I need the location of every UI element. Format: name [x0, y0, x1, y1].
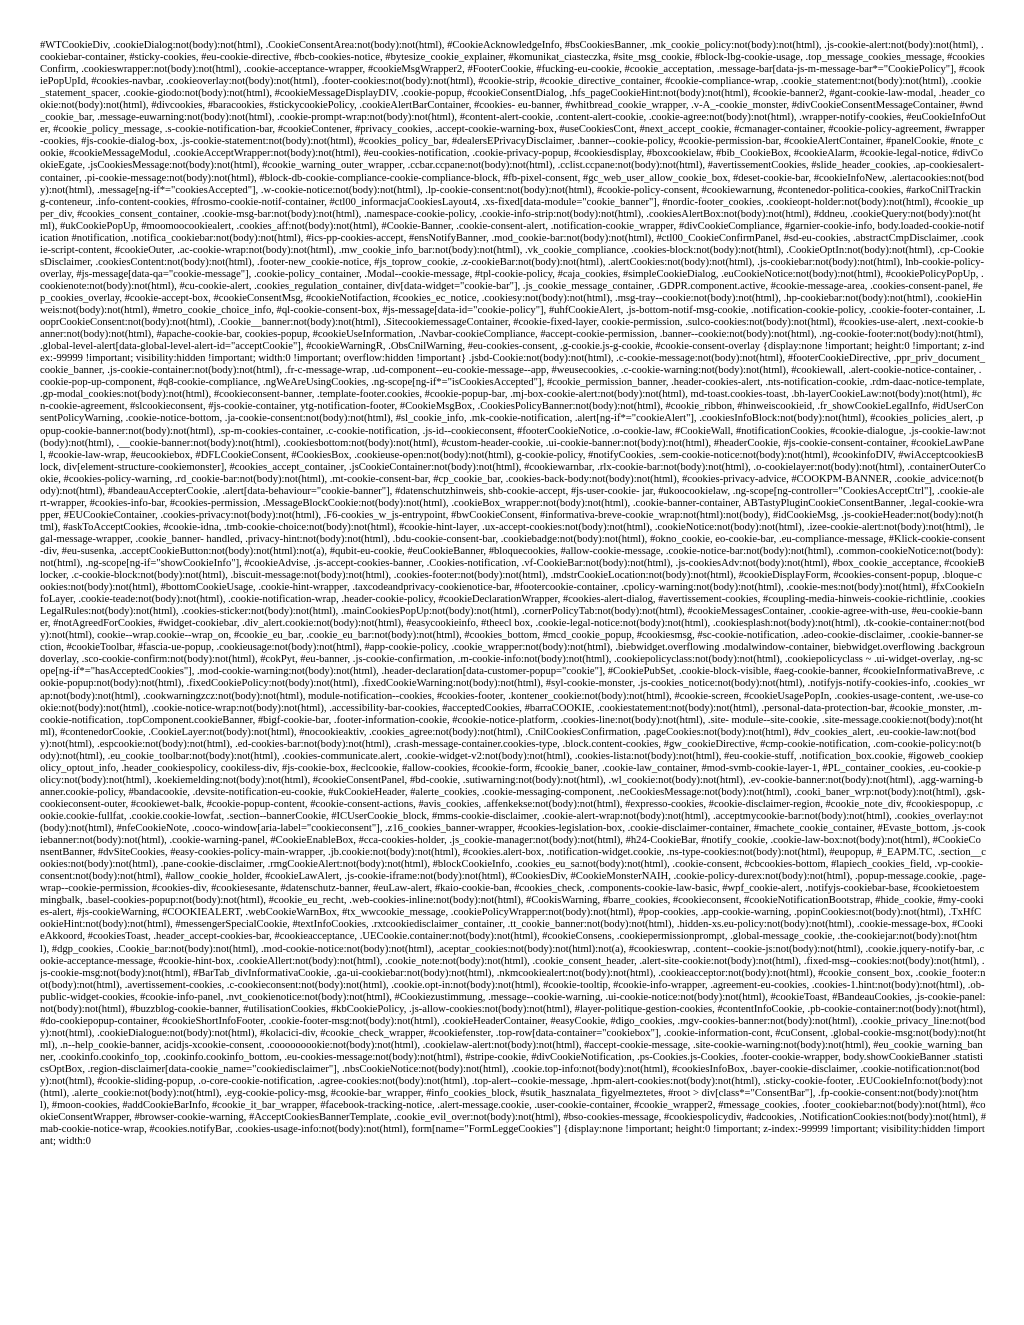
document-page	[40, 40, 986, 1310]
css-selector-text: #WTCookieDiv, .cookieDialog:not(body):not(html), .CookieConsentArea:not(body):not(html), #CookieAcknowledgeInfo, #bsCookiesBanner, .mk_cookie_policy:not(body):not(html), .js-cookie-alert:not(body):not(html), .cookiebar-container, #sticky-cookies, #eu-cookie-directive, #bcb-cookies-notice, #bytesize_cookie_explainer, #komunikat_ciasteczka, #site_msg_cookie, #block-lbg-cookie-usage, .top_message_cookies_message, #cookiesConfirm, .cookieswrapper:not(body):not(html), .cookie-acceptance-wrapper, #cookieMsgWrapper2, #FooterCookie, #fucking-eu-cookie, #cookie_acceptation, .message-bar[data-js-m-message-bar*="CookiePolicy"], #cookiePopUpId, #cookies-navbar, .cookieoverlay:not(body):not(html), .footer-cookies:not(body):not(html), #cookie-strip, #cookie_directive_container, #cookie-compliance-wrap, .cookie_statement:not(body):not(html), .cookie_statement_spacer, .cookie-giodo:not(body):not(html), #cookieMessageDisplayDIV, .cookie-popup, #cookieConsentDialog, .hfs_pageCookieHint:not(body):not(html), #cookie-banner2, #gant-cookie-law-modal, .header_cookie:not(body):not(html), #divcookies, #baracookies, #stickycookiePolicy, .cookieAlertBarContainer, #cookies- eu-banner, #whitbread_cookie_wrapper, .v-A_-cookie_monster, #divCookieConsentMessageContainer, #wnd_cookie_bar, .message-euwarning:not(body):not(html), .cookie-prompt-wrap:not(body):not(html), #content-alert-cookie, .content-alert-cookie, .cookie-agree:not(body):not(html), .wrapper-notify-cookies, #euCookieInfoOuter, #cookie_policy_message, .s-cookie-notification-bar, #cookieContener, #privacy_cookies, .accept-cookie-warning-box, #useCookiesCont, #next_accept_cookie, #cmanager-container, #cookie-policy-agreement, #wrapper-cookies, #js-cookie-dialog-box, .js-cookie-statement:not(body):not(html), #cookies_policy_bar, #dealersEPrivacyDisclaimer, .banner--cookie-policy, #cookie-permission-bar, #cookieAlertContainer, #panelCookie, #note_cookie, #cookieMessageModul, .cookieAcceptWrapper:not(body):not(html), #eu-cookies-notification, .cookie-privacy-popup, #cookiesdisplay, #boxcookielaw, #bib_CookieBox, #cookieAlarm, #cookie-legal-notice, #divCookieEgate, .jsCookiesMessage:not(body):not(html), #cookie_warning_outer_wrapper, .ccbar.ccpane:not(body):not(html), .cclist.ccpane:not(body):not(html), #avertissementCookies, #slide_header_cookies, .ap-cookiesalert-container, .pi-cookie-message:not(body):not(html), #block-db-cookie-compliance-cookie-compliance-block, #fb-pixel-consent, #gc_web_user_allow_cookie_box, #deset-cookie-bar, #cookieInfoNew, .alertacookies:not(body):not(html), .message[ng-if*="cookiesAccepted"], .w-cookie-notice:not(body):not(html), .lp-cookie-consent:not(body):not(html), #cookie-policy-consent, #cookiewarnung, #contenedor-politica-cookies, #arkoCnilTracking-conteneur, .info-content-cookies, #frosmo-cookie-notif-container, #ctl00_informacjaCookiesLayout4, .xs-fixed[data-module="cookie_banner"], #nordic-footer_cookies, .cookieopt-holder:not(body):not(html), #cookie_upper_div, #cookies_consent_container, .cookie-msg-bar:not(body):not(html), .namespace-cookie-policy, .cookie-info-strip:not(body):not(html), .cookiesAlertBox:not(body):not(html), #ddneu, .cookieQuery:not(body):not(html), #ukCookiePopUp, #moomoocookiealert, .cookies_aff:not(body):not(html), #Cookie-Banner, .cookie-consent-alert, .notification-cookie_wrapper, #divCookieCompliance, #garnier-cookie-info, body.loaded-cookie-notification #notification, .notifica_cookiebar:not(body):not(html), #ics-pp-cookies-accept, #ensNotifyBanner, .mod_cookie-bar:not(body):not(html), #ctl00_CookieConfirmPanel, #sd-eu-cookies, .abstractCmpDisclaimer, .cookie-script-content, #cookieOuter, .ac-cookie-wrap:not(body):not(html), .mw_cookie_info_bar:not(body):not(html), .vk_cookie_compliance, .cookies-block:not(body):not(html), .CookieOptIn:not(body):not(html), .cp-CookiesDisclaimer, .cookiesContent:not(body):not(html), .footer-new_cookie-notice, #js_toprow_cookie, .z-cookieBar:not(body):not(html), .alertCookies:not(body):not(html), .js-cookiebar:not(body):not(html), lnb-cookie-policy-overlay, #js-message[data-qa="cookie-message"], .cookie-policy_container, .Modal--cookie-message, #tpl-cookie-policy, #caja_cookies, #simpleCookieDialog, .euCookieNotice:not(body):not(html), #cookiePolicyPopUp, .cookienote:not(body):not(html), #cu-cookie-alert, .cookies_regulation_container, div[data-widget="cookie-bar"], .js_cookie_message_container, .GDPR.component.active, #cookie-message-area, .cookies-consent-panel, #ep_cookies_overlay, #cookie-accept-box, #cookieConsentMsg, #cookieNotifaction, #cookies_ec_notice, .cookiesy:not(body):not(html), .msg-tray--cookie:not(body):not(html), .hp-cookiebar:not(body):not(html), .cookieHinweis:not(body):not(html), #metro_cookie_choice_info, #ql-cookie-consent-box, #js-message[data-id="cookie-policy"], #uhfCookieAlert, .js-bottom-notif-msg-cookie, .notification-cookie-policy, .cookie-footer-container, .LooprCookieConsent:not(body):not(html), .Cookie__banner:not(body):not(html), .SitecookiemessageContainer, #cookie-fixed-layer, cookie-permission, .sulco-cookies:not(body):not(html), #cookies-use-alert, .next-cookie-banner:not(body):not(html), #apache-cookie-bar, cookies-popup, #cookieUseInformation, .Navbar-cookieCompliance, #accept-cookie-permission, .banner--cookie:not(body):not(html), .ng-cookie-footer:not(body):not(html), .global-level-alert[data-global-level-alert-id="acceptCookie"], #cookieWarningR, .ObsCnilWarning, #eu-cookies-consent, .g-cookie.js-g-cookie, #cookie-consent-overlay {display:none !important; height:0 !important; z-index:-99999 !important; visibility:hidden !important; width:0 !important; overflow:hidden !important} .jsbd-Cookie:not(body):not(html), .c-cookie-message:not(body):not(html), #footerCookieDirective, .ppr_priv_document_cookie_banner, .js-cookie-container:not(body):not(html), .fr-c-message-wrap, .ud-component--eu-cookie-message--app, #weusecookies, .c-cookie-warning:not(body):not(html), #cookiewall, .alert-cookie-notice-container, .cookie-pop-up-component, #q8-cookie-compliance, .ngWeAreUsingCookies, .ng-scope[ng-if*="isCookiesAccepted"], #cookie_permission_banner, .header-cookies-alert, .nts-notification-cookie, .rdm-daac-notice-template, .gp-modal_cookies:not(body):not(html), #cookieconsent-banner, .template-footer.cookies, #cookie-popup-bar, .mj-box-cookie-alert:not(body):not(html), md-toast.cookies-toast, .bh-layerCookieLaw:not(body):not(html), #cn-cookie-agreement, #slcookieconsent, #js-cookie-container, ytg-notification-footer, #CookieMsgBox, .CookiesPolicyBanner:not(body):not(html), #cookie_ribbon, #hinweiscookieid, .fr_showCookieLegalInfo, #idUserConsentPolicyWarning, .cookie-notice-bottom, .ja-cookie-consent:not(body):not(html), #sl_cookie_info, .mk-cookie-notification, .alert[ng-if*="cookieAlert"], .cookiesInfoBlock:not(body):not(html), #cookies_policies_alert, .popup-cookie-banner:not(body):not(html), .sp-m-cookies-container, .c-cookie-notification, .js-id--cookieconsent, #footerCookieNotice, .o-cookie-law, #CookieWall, #notificationCookies, #cookie-dialogue, .js-cookie-law:not(body):not(html), .__cookie-banner:not(body):not(html), .cookiesbottom:not(body):not(html), #custom-header-cookie, .ui-cookie-banner:not(body):not(html), #headerCookie, #js-cookie-consent-container, #cookieLawPanel, #cookie-law-wrap, #eucookiebox, #DFLCookieConsent, #CookiesBox, .cookieuse-open:not(body):not(html), g-cookie-policy, #notifyCookies, .sem-cookie-notice:not(body):not(html), #cookinfoDIV, #wiAcceptcookiesBlock, div[element-structure-cookiemonster], #cookies_accept_container, .jsCookieContainer:not(body):not(html), #cookiewarnbar, .rlx-cookie-bar:not(body):not(html), .o-cookielayer:not(body):not(html), .containerOuterCookie, #cookies-policy-warning, .rd_cookie-bar:not(body):not(html), .mt-cookie-consent-bar, #cp_cookie_bar, .cookies-back-body:not(body):not(html), #cookies-privacy-advice, #COOKPM-BANNER, .cookie_advice:not(body):not(html), #bandeauAccepterCookie, .alert[data-behaviour="cookie-banner"], #datenschutzhinweis, shb-cookie-accept, #js-user-cookie- jar, #ukoocookielaw, .ng-scope[ng-controller="CookiesAcceptCtrl"], .cookie-alert-wrapper, #cookies-info-bar, #cookies-permission, .MessageBlockCookie:not(body):not(html), .cookieBox_wrapper:not(body):not(html), .cookie-banner-container, ABTastyPluginCookieConsentBanner, .legal-cookie-wrapper, #EUCookieContainer, .cookies-privacy:not(body):not(html), .F6-cookies_w_js-entrypoint, #bwCookieConsent, #informativa-breve-cookie_wrap:not(html):not(body), #idCookieMsg, .js-cookieHeader:not(body):not(html), #askToAcceptCookies, #cookie-idna, .tmb-cookie-choice:not(body):not(html), #cookie-hint-layer, .ux-accept-cookies:not(body):not(html), .cookieNotice:not(body):not(html), .izee-cookie-alert:not(body):not(html), .legal-message-wrapper, .cookie_banner- handled, .privacy-hint:not(body):not(html), .bdu-cookie-consent-bar, .cookiebadge:not(body):not(html), #okno_cookie, eo-cookie-bar, .eu-compliance-message, #Klick-cookie-consent-div, #eu-susenka, .acceptCookieButton:not(body):not(html):not(a), #qubit-eu-cookie, #euCookieBanner, #bloquecookies, #allow-cookie-message, .cookie-notice-bar:not(body):not(html), .common-cookieNotice:not(body):not(html), .ng-scope[ng-if="showCookieInfo"], #cookieAdvise, .js-accept-cookies-banner, .Cookies-notification, .vf-CookieBar:not(body):not(html), .js-cookiesAdv:not(body):not(html), #box_cookie_acceptance, #cookieBlocker, .c-cookie-block:not(body):not(html), .biscuit-message:not(body):not(html), .cookies-footer:not(body):not(html), .mdstrCookieLocation:not(body):not(html), #cookieDisplayForm, #cookies-consent-popup, .bloque-cookies:not(body):not(html), #bottomCookieUsage, .cookie-hint-wrapper, .taxcodeandprivacy-cookienotice-bar, #footercookie-container, .cpolicy-warning:not(body):not(html), .cookie-mes:not(body):not(html), #fxCookieInfoLayer, .cookie-teade:not(body):not(html), .cookie-notification-wrap, .header-cookie-policy, #cookieDeclarationWrapper, #cookies-alert-dialog, #avertissement-cookies, #coupling-media-hinweis-cookie-richtlinie, .cookiesLegalRules:not(body):not(html), .cookies-sticker:not(body):not(html), .mainCookiesPopUp:not(body):not(html), .cornerPolicyTab:not(body):not(html), #cookieMessagesContainer, .cookie-agree-with-use, #eu-cookie-banner, #notAgreedForCookies, #widget-cookiebar, .div_alert.cookie:not(body):not(html), #easycookieinfo, #theecl box, .cookie-legal-notice:not(body):not(html), .cookiesplash:not(body):not(html), .tk-cookie-container:not(body):not(html), cookie--wrap.cookie--wrap_on, #cookie_eu_bar, .cookie_eu_bar:not(body):not(html), #cookies_bottom, #mcd_cookie_popup, #cookiesmsg, #sc-cookie-notification, .adeo-cookie-disclaimer, .cookie-banner-section, #cookieToolbar, #fascia-ue-popup, .cookieusage:not(body):not(html), #app-cookie-policy, .cookie_wrapper:not(body):not(html), .biebwidget.overflowing .modalwindow-container, biebwidget.overflowing .backgroundoverlay, .sco-cookie-confirm:not(body):not(html), #cokPyt, #eu-banner, .js-cookie-confirmation, .m-cookie-info:not(body):not(html), .cookiepolicyclass:not(body):not(html), .cookiepolicyclass ~ .ui-widget-overlay, .ng-scope[ng-if*="hasAcceptedCookies"], .mod-cookie-warning:not(body):not(html), .header-declaration[data-customer-popup="cookie"], #CookiePubSet, .cookie-block-visible, #aeg-cookie-banner, #cookieInformativaBreve, .cookie-popup:not(body):not(html), .fixedCookiePolicy:not(body):not(html), .fixedCookieWarning:not(body):not(html), #syl-cookie-monster, .js-cookies_notice:not(body):not(html), .notifyjs-notify-cookies-info, .cookies_wrap:not(body):not(html), .cookwarningzcz:not(body):not(html), module-notification--cookies, #cookies-footer, .kontener_cookie:not(body):not(html), #cookie-screen, #cookieUsagePopIn, .cookies-usage-content, .we-use-cookie:not(body):not(html), .cookie-notice-wrap:not(body):not(html), .accessibility-bar-cookies, #acceptedCookies, #barraCOOKIE, .cookiestatement:not(body):not(html), .personal-data-protection-bar, #cookie_monster, .m-cookie-notification, .topComponent.cookieBanner, #bigf-cookie-bar, .footer-information-cookie, #cookie-notice-platform, .cookies-line:not(body):not(html), .site- module--site-cookie, .site-message.cookie:not(body):not(html), #contenedorCookie, .CookieLayer:not(body):not(html), #nocookieaktiv, .cookies_agree:not(body):not(html), .CnilCookiesConfirmation, .pageCookies:not(body):not(html), #dv_cookies_alert, .eu-cookie-law:not(body):not(html), .espcookie:not(body):not(html), .ed-cookies-bar:not(body):not(html), .crash-message-container.cookies-type, .block.content-cookies, #gw_cookieDirective, #cmp-cookie-notification, .com-cookie-policy:not(body):not(html), .eu_cookie_toolbar:not(body):not(html), .cookies-communicate.alert, .cookie-widget-v2:not(body):not(html), .cookies-lista:not(body):not(html), #eu-cookie-stuff, .notification_box.cookie, #igoweb_cookiepolicy_optout_info, .header_cookiespolicy, cookiless-div, #js-cookie-box, #eclcookie, #allow-cookies, #cookie-form, #cookie_baner, .cookie-law_container, #mod-svmb-cookie-layer-1, #PL_container_cookies, .eu-cookie-policy:not(body):not(html), .koekiemelding:not(body):not(html), #cookieConsentPanel, #bd-cookie, .sutiwarning:not(body):not(html), .wl_cookie:not(body):not(html), .ev-cookie-banner:not(body):not(html), .agg-warning-banner.cookie-policy, #bandacookie, .devsite-notification-eu-cookie, #ukCookieHeader, #alerte_cookies, .cookie-messaging-component, .neCookiesMessage:not(body):not(html), .cooki_baner_wrp:not(body):not(html), .gsk-cookieconsent-outer, #cookiewet-balk, #cookie-popup-content, #cookie-consent-actions, #avis_cookies, .affenkekse:not(body):not(html), #expresso-cookies, #cookie-disclaimer-region, #cookie_note_div, #cookiespopup, .cookie.cookie-fullfat, .cookie.cookie-lowfat, .section--bannerCookie, #ICUserCookie_block, #mms-cookie-disclaimer, .cookie-alert-wrap:not(body):not(html), .acceptmycookie-bar:not(body):not(html), .cookies_overlay:not(body):not(html), #nfeCookieNote, .cooco-window[aria-label="cookieconsent"], .z16_cookies_banner-wrapper, #cookies-legislation-box, .cookie-disclaimer-container, #machete_cookie_container, #Evaste_bottom, .js-cookiebanner:not(body):not(html), .cookie-warning-panel, #CookieEnableBox, #cca-cookies-holder, .js_cookie-manager:not(body):not(html), #h24-CookieBar, #notify_cookie, .cookie-law-box:not(body):not(html), #CookieConsentBanner, #dvSiteCookies, #easy-cookies-policy-main-wrapper, .jb.cookie:not(body):not(html), #cookies.alert-box, .notification-widget.cookie, .ns-type-cookies:not(body):not(html), #eupopup, #_EAPM.TC, .section__cookies:not(body):not(html), .pane-cookie-disclaimer, .rmgCookieAlert:not(body):not(html), #blockCookieInfo, .cookies_eu_sa:not(body):not(html), .cookie-consent, #cbcookies-bottom, #lapiech_cookies_field, .vp-cookie-consent:not(body):not(html), #allow_cookie_holder, #cookieLawAlert, .js-cookie-iframe:not(body):not(html), #CookiesDiv, #CookieMonsterNAIH, .cookie-policy-durex:not(body):not(html), .popup-message.cookie, .page-wrap--cookie-permission, #cookies-div, #cookiesesante, #datenschutz-banner, #euLaw-alert, #kaio-cookie-ban, #cookies_check, .components-cookie-law-basic, #wpf_cookie-alert, .notifyjs-cookiebar-base, #cookietoestemmingbalk, .basel-cookies-popup:not(body):not(html), #cookie_eu_recht, .web-cookies-inline:not(body):not(html), #CookisWarning, #barre_cookies, #cookieconsent, #cookieNotificationBootstrap, #hide_cookie, #my-cookies-alert, #js-cookieWarning, #COOKIEALERT, .webCookieWarnBox, #tx_wwcookie_message, .cookiePolicyWrapper:not(body):not(html), #pop-cookies, .app-cookie-warning, .popinCookies:not(body):not(html), .TxHfCookieHint:not(body):not(html), #messengerSpecialCookie, #textInfoCookies, .rxtcookiedisclaimer_container, .tt_cookie_banner:not(body):not(html), .hidden-xs.eu-policy:not(body):not(html), .cookie-message-box, #CookieAkkoord, #cookiesToast, .header_accept-cookies-bar, #cookieacceptance, .UECookie.container:not(body):not(html), #cookieConsens, .cookiepermissionprompt, .global-message_cookie, .the-cookiejar:not(body):not(html), #dgp_cookies, .Cookie_bar:not(body):not(html), .mod-cookie-notice:not(body):not(html), .aceptar_cookies:not(body):not(html):not(a), #cookieswrap, .content--cookie-js:not(body):not(html), .cookie.jquery-notify-bar, .cookie-acceptance-message, #cookie-hint-box, .cookieAllert:not(body):not(html), .cookie_note:not(body):not(html), .cookie_consent_header, .alert-site-cookie:not(body):not(html), .fixed-msg--cookies:not(body):not(html), .js-cookie-msg:not(body):not(html), #BarTab_divInformativaCookie, .ga-ui-cookiebar:not(body):not(html), .nkmcookiealert:not(body):not(html), .cookieacceptor:not(body):not(html), #cookie_consent_box, .cookie_footer:not(body):not(html), .avertissement-cookies, .c-cookieconsent:not(body):not(html), .cookie.opt-in:not(body):not(html), #cookie-tooltip, #cookie-info-wrapper, .agreement-eu-cookies, .cookies-1.hint:not(body):not(html), .ob-public-widget-cookies, #cookie-info-panel, .nvt_cookienotice:not(body):not(html), #Cookiezustimmung, .message--cookie-warning, .ui-cookie-notice:not(body):not(html), #cookieToast, #BandeauCookies, .js-cookie-panel:not(body):not(html), #buzzblog-cookie-banner, #utilisationCookies, #kbCookiePolicy, .js-allow-cookies:not(body):not(html), #layer-politique-gestion-cookies, #contentInfoCookie, .pb-cookie-container:not(body):not(html), #do-cookiepopup-container, #cookieShortInfoFooter, .cookie-footer-msg:not(body):not(html), .cookieHeaderContainer, #easyCookie, #digo_cookies, .mgv-cookies-banner:not(body):not(html), .cookie_privacy_line:not(body):not(html), .cookieDialogue:not(body):not(html), #kolacici-div, #cookie_check_wrapper, #cookiefenster, .top-row[data-container="cookiebox"], .cookie-information-cont, #cuConsent, .global-cookie-msg:not(body):not(html), .n--help_cookie-banner, acidjs-xcookie-consent, .cooooooookie:not(body):not(html), .cookielaw-alert:not(body):not(html), #accept-cookie-message, .site-cookie-warning:not(body):not(html), #eu_cookie_warning_banner, .cookinfo.cookinfo_top, .cookinfo.cookinfo_bottom, .eu-cookies-message:not(body):not(html), #stripe-cookie, #divCookieNotification, .ps-Cookies.js-Cookies, .footer-cookie-wrapper, body.showCookieBanner .statisticsOptBox, .region-disclaimer[data-cookie_name="cookiedisclaimer"], .nbsCookieNotice:not(body):not(html), .cookie.top-info:not(body):not(html), #cookiesInfoBox, .bayer-cookie-disclaimer, .cookie-notification:not(body):not(html), #cookie-sliding-popup, .o-core-cookie-notification, .agree-cookies:not(body):not(html), .top-alert--cookie-message, .hpm-alert-cookies:not(body):not(html), .sticky-cookie-footer, .EUCookieInfo:not(body):not(html), .alerte_cookie:not(body):not(html), .eyg-cookie-policy-msg, #cookie-bar_wrapper, #info_cookies_block, #sutik_hasznalata_figyelmeztetes, #root > div[class*="ConsentBar"], .fp-cookie-consent:not(body):not(html), #moon-cookies, #addCookieBarInfo, #cookie_it_bar_wrapper, #facebook-tracking-notice, .alert-message.cookie, .user-cookie-container, #cookie_wrapper2, #message_cookies, .footer_cookiebar:not(body):not(html), #cookieConsentWrapper, #browser-cookie-warning, #AcceptCookiesBannerTemplate, .cookie_evil_over:not(body):not(html), #bso-cookies-message, #cookiespolicydiv, #adcookies, .NotificationCookies:not(body):not(html), #mab-cookie-notice-wrap, #cookies.notifyBar, .cookies-usage-info:not(body):not(html), form[name="FormLeggeCookies"] {display:none !important; height:0 !important; z-index:-99999 !important; visibility:hidden !important; width:0	[40, 40, 986, 1148]
